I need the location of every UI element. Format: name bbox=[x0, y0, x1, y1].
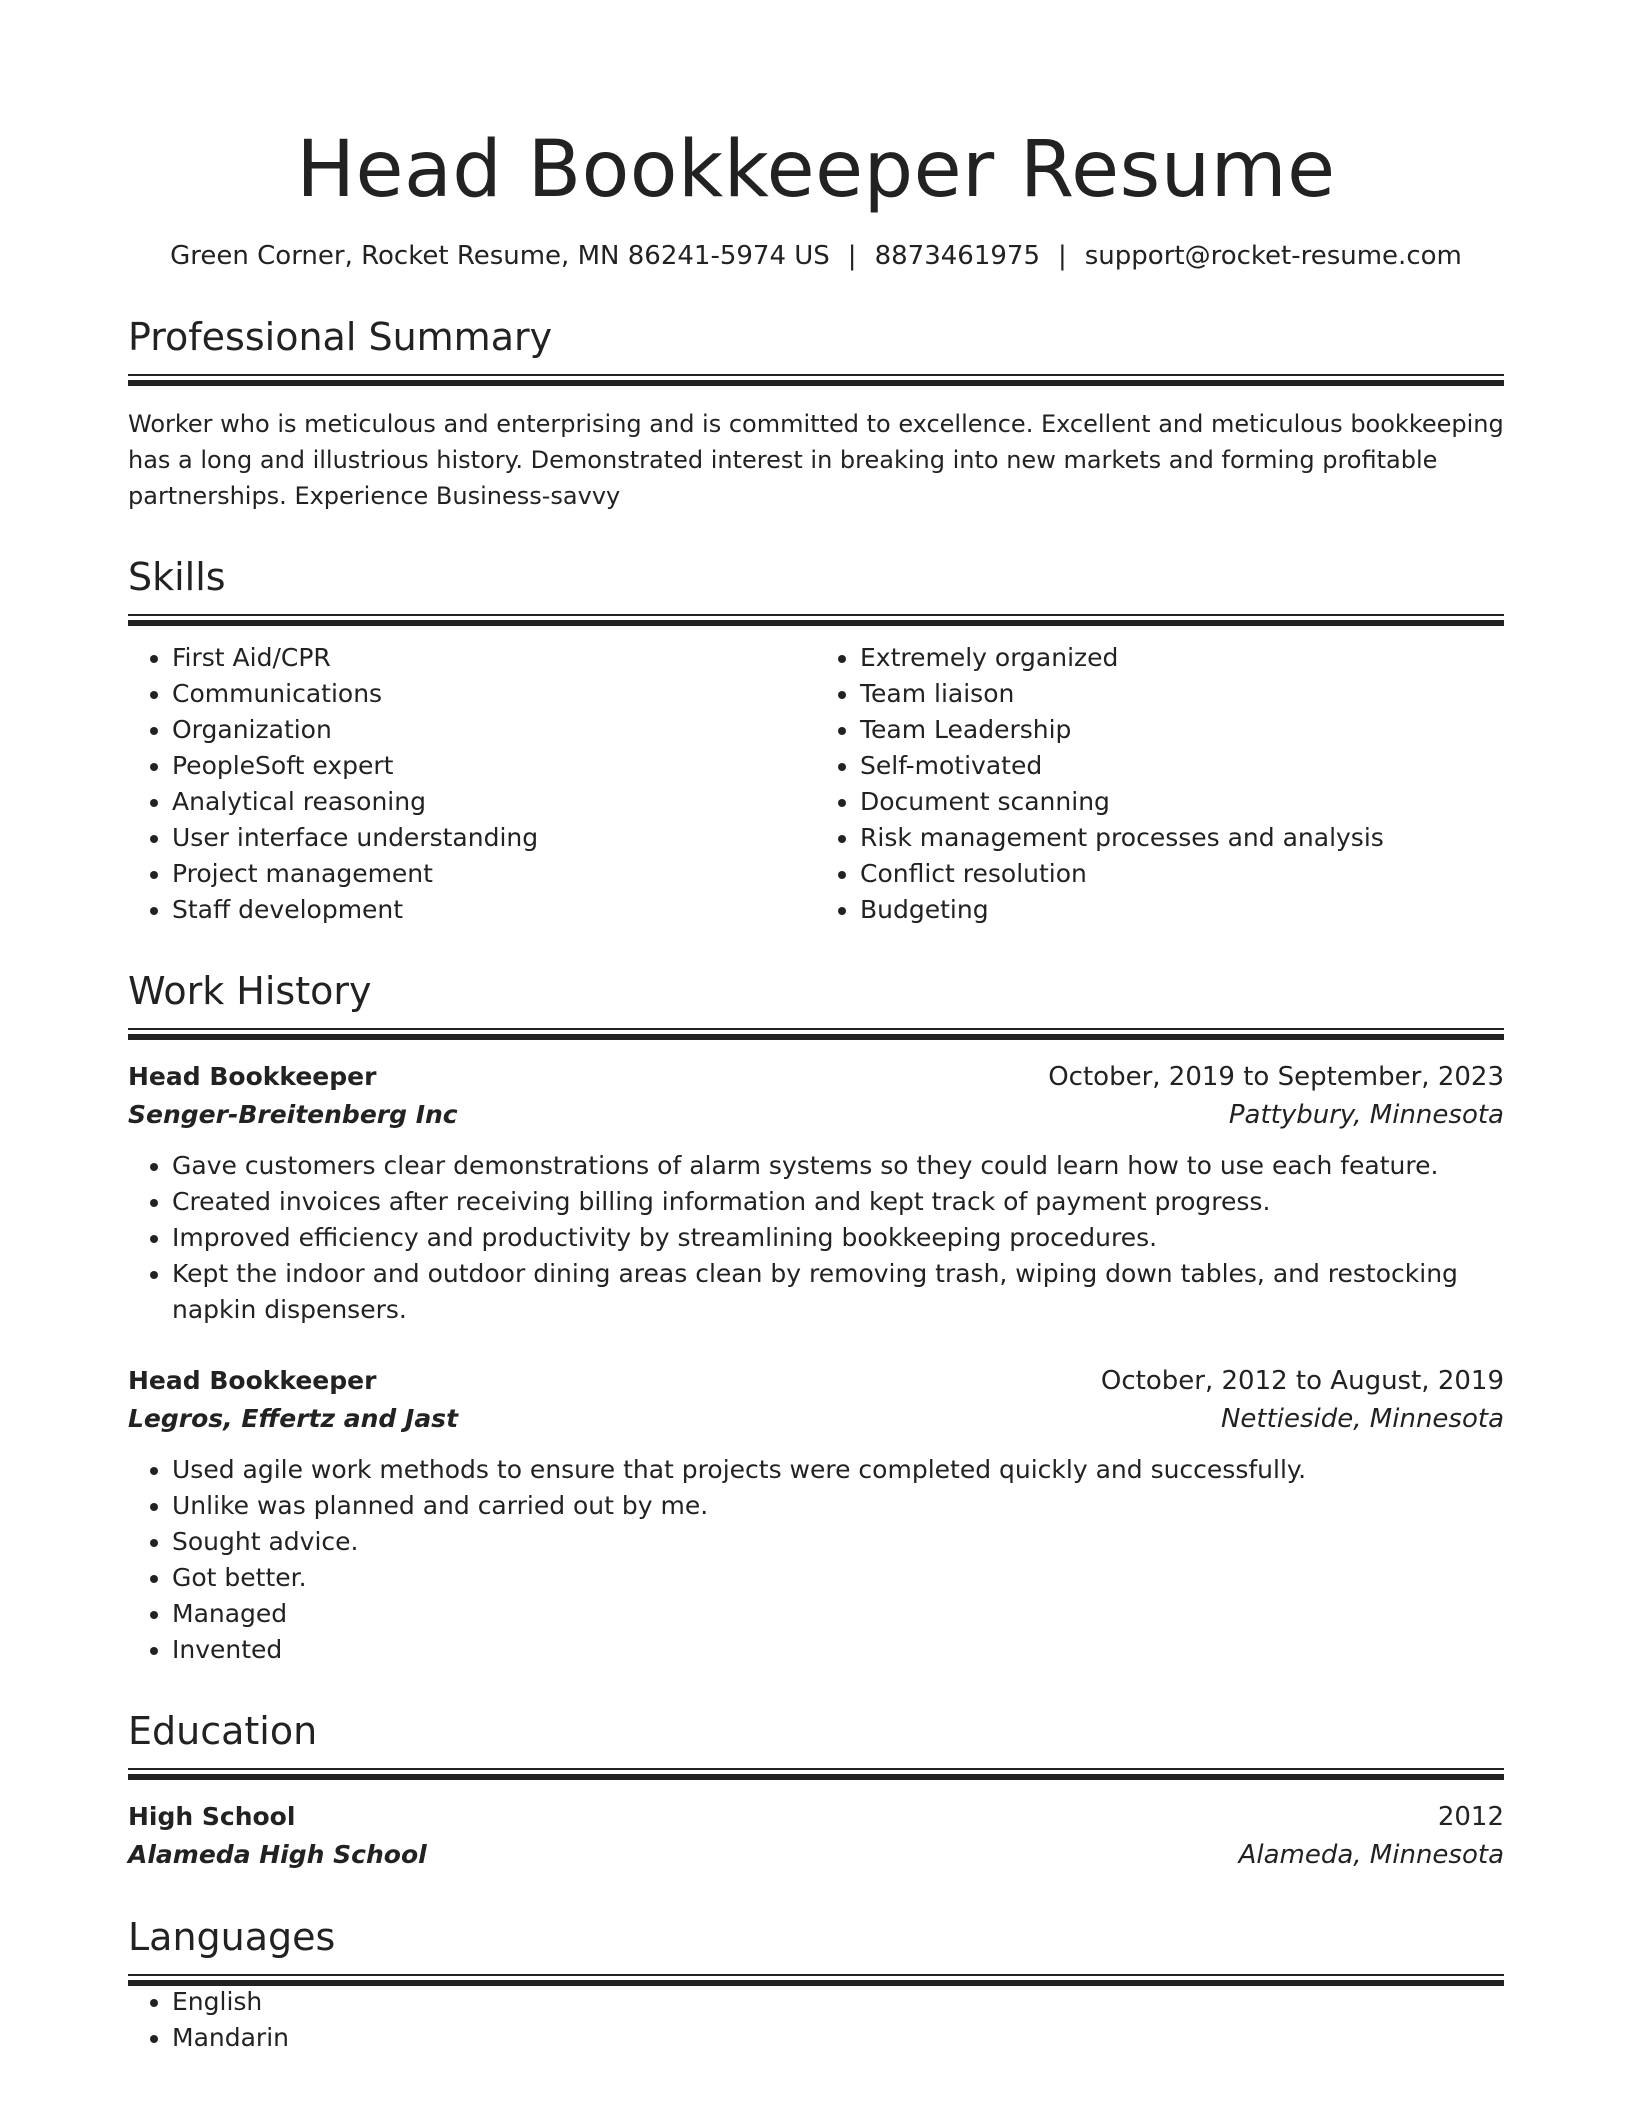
contact-separator: | bbox=[847, 241, 857, 271]
skill-item: • Extremely organized bbox=[860, 640, 1504, 676]
job-bullet: • Kept the indoor and outdoor dining areas clean by removing trash, wiping down tables, and restocking napkin dispensers. bbox=[172, 1256, 1504, 1328]
resume-title: Head Bookkeeper Resume bbox=[296, 125, 1336, 215]
job-company: Senger-Breitenberg Inc bbox=[128, 1100, 458, 1129]
languages-heading: Languages bbox=[128, 1915, 336, 1959]
education-heading: Education bbox=[128, 1709, 318, 1753]
education-entry bbox=[128, 1798, 1504, 1874]
section-divider bbox=[128, 374, 1504, 384]
skill-item: • Project management bbox=[172, 856, 816, 892]
skill-item: • PeopleSoft expert bbox=[172, 748, 816, 784]
job-bullet: • Got better. bbox=[172, 1560, 1504, 1596]
contact-line bbox=[128, 238, 1504, 274]
contact-phone: 8873461975 bbox=[874, 241, 1040, 271]
skills-section bbox=[128, 552, 1504, 928]
skill-item: • Team Leadership bbox=[860, 712, 1504, 748]
job-entry bbox=[128, 1058, 1504, 1328]
education-location: Alameda, Minnesota bbox=[1238, 1840, 1504, 1870]
section-divider bbox=[128, 1028, 1504, 1038]
summary-heading: Professional Summary bbox=[128, 315, 553, 359]
skill-item: • Conflict resolution bbox=[860, 856, 1504, 892]
job-bullet: • Sought advice. bbox=[172, 1524, 1504, 1560]
work-heading: Work History bbox=[128, 969, 372, 1013]
summary-text: Worker who is meticulous and enterprising and is committed to excellence. Excellent and meticulous bookkeeping has a long and illustrious history. Demonstrated interest in breaking into new markets and forming profitable partnerships. Experience Business-savvy bbox=[128, 410, 1504, 510]
contact-address: Green Corner, Rocket Resume, MN 86241-5974 US bbox=[170, 241, 830, 271]
job-bullet: • Gave customers clear demonstrations of alarm systems so they could learn how to use each feature. bbox=[172, 1148, 1504, 1184]
skill-item: • Communications bbox=[172, 676, 816, 712]
skill-item: • Analytical reasoning bbox=[172, 784, 816, 820]
skill-item: • Budgeting bbox=[860, 892, 1504, 928]
skill-item: • Staff development bbox=[172, 892, 816, 928]
job-entry bbox=[128, 1362, 1504, 1668]
job-bullet: • Used agile work methods to ensure that projects were completed quickly and successfully. bbox=[172, 1452, 1504, 1488]
skills-heading: Skills bbox=[128, 555, 226, 599]
skills-column-right bbox=[816, 640, 1504, 928]
language-item: • Mandarin bbox=[172, 2020, 1504, 2056]
languages-section bbox=[128, 1912, 1504, 2056]
skill-item: • Document scanning bbox=[860, 784, 1504, 820]
education-school: Alameda High School bbox=[128, 1840, 427, 1869]
language-item: • English bbox=[172, 1984, 1504, 2020]
job-dates: October, 2019 to September, 2023 bbox=[1048, 1062, 1504, 1092]
job-title: Head Bookkeeper bbox=[128, 1062, 377, 1091]
education-degree: High School bbox=[128, 1802, 296, 1831]
skill-item: • User interface understanding bbox=[172, 820, 816, 856]
job-dates: October, 2012 to August, 2019 bbox=[1100, 1366, 1504, 1396]
education-year: 2012 bbox=[1437, 1802, 1504, 1832]
contact-email: support@rocket-resume.com bbox=[1084, 241, 1462, 271]
section-divider bbox=[128, 1768, 1504, 1778]
job-bullet: • Improved efficiency and productivity by streamlining bookkeeping procedures. bbox=[172, 1220, 1504, 1256]
skill-item: • Team liaison bbox=[860, 676, 1504, 712]
job-bullet: • Unlike was planned and carried out by me. bbox=[172, 1488, 1504, 1524]
skill-item: • First Aid/CPR bbox=[172, 640, 816, 676]
skills-column-left bbox=[128, 640, 816, 928]
work-section bbox=[128, 966, 1504, 1668]
job-title: Head Bookkeeper bbox=[128, 1366, 377, 1395]
job-location: Nettieside, Minnesota bbox=[1220, 1404, 1504, 1434]
skills-grid bbox=[128, 640, 1504, 928]
job-location: Pattybury, Minnesota bbox=[1228, 1100, 1504, 1130]
contact-separator: | bbox=[1057, 241, 1067, 271]
section-divider bbox=[128, 614, 1504, 624]
skill-item: • Risk management processes and analysis bbox=[860, 820, 1504, 856]
section-divider bbox=[128, 1974, 1504, 1984]
summary-section bbox=[128, 312, 1504, 514]
skill-item: • Self-motivated bbox=[860, 748, 1504, 784]
skill-item: • Organization bbox=[172, 712, 816, 748]
education-section bbox=[128, 1706, 1504, 1874]
job-bullet: • Invented bbox=[172, 1632, 1504, 1668]
job-company: Legros, Effertz and Jast bbox=[128, 1404, 459, 1433]
job-bullet: • Managed bbox=[172, 1596, 1504, 1632]
job-bullet: • Created invoices after receiving billing information and kept track of payment progress. bbox=[172, 1184, 1504, 1220]
